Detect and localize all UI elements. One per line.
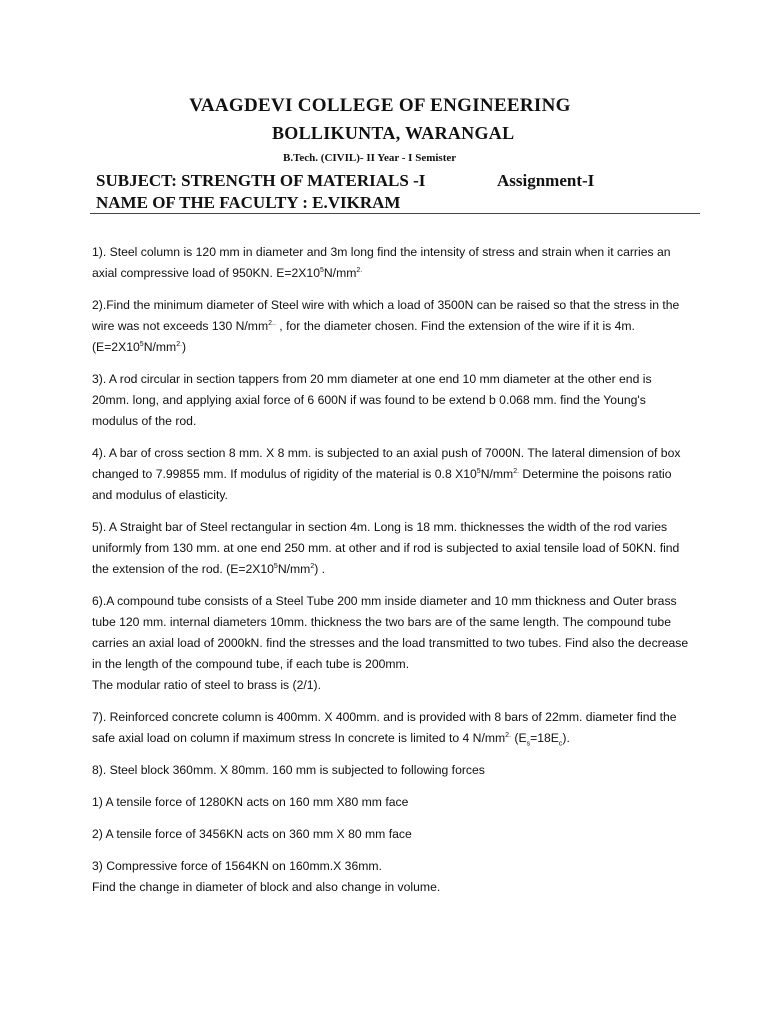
college-location: BOLLIKUNTA, WARANGAL xyxy=(272,123,515,143)
course-info: B.Tech. (CIVIL)- II Year - I Semister xyxy=(283,152,457,164)
question-8 xyxy=(92,760,692,781)
superscript: 2 xyxy=(310,562,315,570)
question-list xyxy=(92,242,692,909)
superscript: 2. xyxy=(513,467,520,475)
superscript: 2. xyxy=(356,266,363,274)
question-5 xyxy=(92,517,692,580)
question-text: (E xyxy=(511,731,527,745)
question-text: 3) Compressive force of 1564KN on 160mm.X 36mm. xyxy=(92,859,382,873)
question-text: 3). A rod circular in section tappers from 20 mm diameter at one end 10 mm diameter at the other end is 20mm. long, and applying axial force of 6 600N if was found to be extend b 0.068 mm. find the Young's modulus of the rod. xyxy=(92,372,652,428)
question-text: 6).A compound tube consists of a Steel Tube 200 mm inside diameter and 10 mm thickness and Outer brass tube 120 mm. internal diameters 10mm. thickness the two bars are of the same length. The compound tube carries an axial load of 2000kN. find the stresses and the load transmitted to two tubes. Find also the decrease in the length of the compound tube, if each tube is 200mm. xyxy=(92,594,689,671)
question-text: 2).Find the minimum diameter of Steel wire with which a load of 3500N can be raised so that the stress in the wire was not exceeds 130 N/mm xyxy=(92,298,680,333)
superscript: 5 xyxy=(139,340,144,348)
subscript: s xyxy=(526,740,531,748)
college-name: VAAGDEVI COLLEGE OF ENGINEERING xyxy=(189,95,571,116)
question-1 xyxy=(92,242,692,284)
subject-title: SUBJECT: STRENGTH OF MATERIALS -I xyxy=(96,171,426,190)
question-text: N/mm xyxy=(143,340,177,354)
question-7 xyxy=(92,707,692,749)
question-3 xyxy=(92,369,692,432)
question-text: Determine the poisons ratio and modulus of elasticity. xyxy=(92,467,672,502)
question-8-item-2 xyxy=(92,824,692,845)
header-divider xyxy=(90,213,700,214)
assignment-label: Assignment-I xyxy=(497,171,595,190)
superscript: 5 xyxy=(273,562,278,570)
question-text: 1). Steel column is 120 mm in diameter and 3m long find the intensity of stress and strain when it carries an axial compressive load of 950KN. E=2X10 xyxy=(92,245,671,280)
question-6 xyxy=(92,591,692,696)
question-text: N/mm xyxy=(277,562,311,576)
question-text: N/mm xyxy=(480,467,514,481)
question-text: 1) A tensile force of 1280KN acts on 160 mm X80 mm face xyxy=(92,795,409,809)
question-text: , for the diameter chosen. Find the extension of the wire if it is 4m. (E=2X10 xyxy=(92,319,635,354)
question-note: The modular ratio of steel to brass is (2/1). xyxy=(92,678,321,692)
question-8-item-3 xyxy=(92,856,692,898)
question-text: ) . xyxy=(314,562,326,576)
question-text: 2) A tensile force of 3456KN acts on 360 mm X 80 mm face xyxy=(92,827,412,841)
question-note: Find the change in diameter of block and also change in volume. xyxy=(92,880,441,894)
question-text: 4). A bar of cross section 8 mm. X 8 mm. is subjected to an axial push of 7000N. The lateral dimension of box changed to 7.99855 mm. If modulus of rigidity of the material is 0.8 X10 xyxy=(92,446,681,481)
superscript: 2. xyxy=(505,731,512,739)
question-2 xyxy=(92,295,692,358)
question-text: =18E xyxy=(530,731,559,745)
question-text: 8). Steel block 360mm. X 80mm. 160 mm is subjected to following forces xyxy=(92,763,485,777)
question-text: 7). Reinforced concrete column is 400mm. X 400mm. and is provided with 8 bars of 22mm. diameter find the safe axial load on column if maximum stress In concrete is limited to 4 N/mm xyxy=(92,710,677,745)
question-4 xyxy=(92,443,692,506)
subscript: c xyxy=(558,740,563,748)
superscript: 5 xyxy=(319,266,324,274)
superscript: 2. xyxy=(176,340,183,348)
superscript: 2.. xyxy=(268,319,276,327)
superscript: 5 xyxy=(476,467,481,475)
faculty-name: NAME OF THE FACULTY : E.VIKRAM xyxy=(96,193,401,212)
question-text: ). xyxy=(562,731,570,745)
question-text: ) xyxy=(182,340,187,354)
question-8-item-1 xyxy=(92,792,692,813)
question-text: 5). A Straight bar of Steel rectangular in section 4m. Long is 18 mm. thicknesses the width of the rod varies uniformly from 130 mm. at one end 250 mm. at other and if rod is subjected to axial tensile load of 50KN. find the extension of the rod. (E=2X10 xyxy=(92,520,680,576)
question-text: N/mm xyxy=(323,266,357,280)
